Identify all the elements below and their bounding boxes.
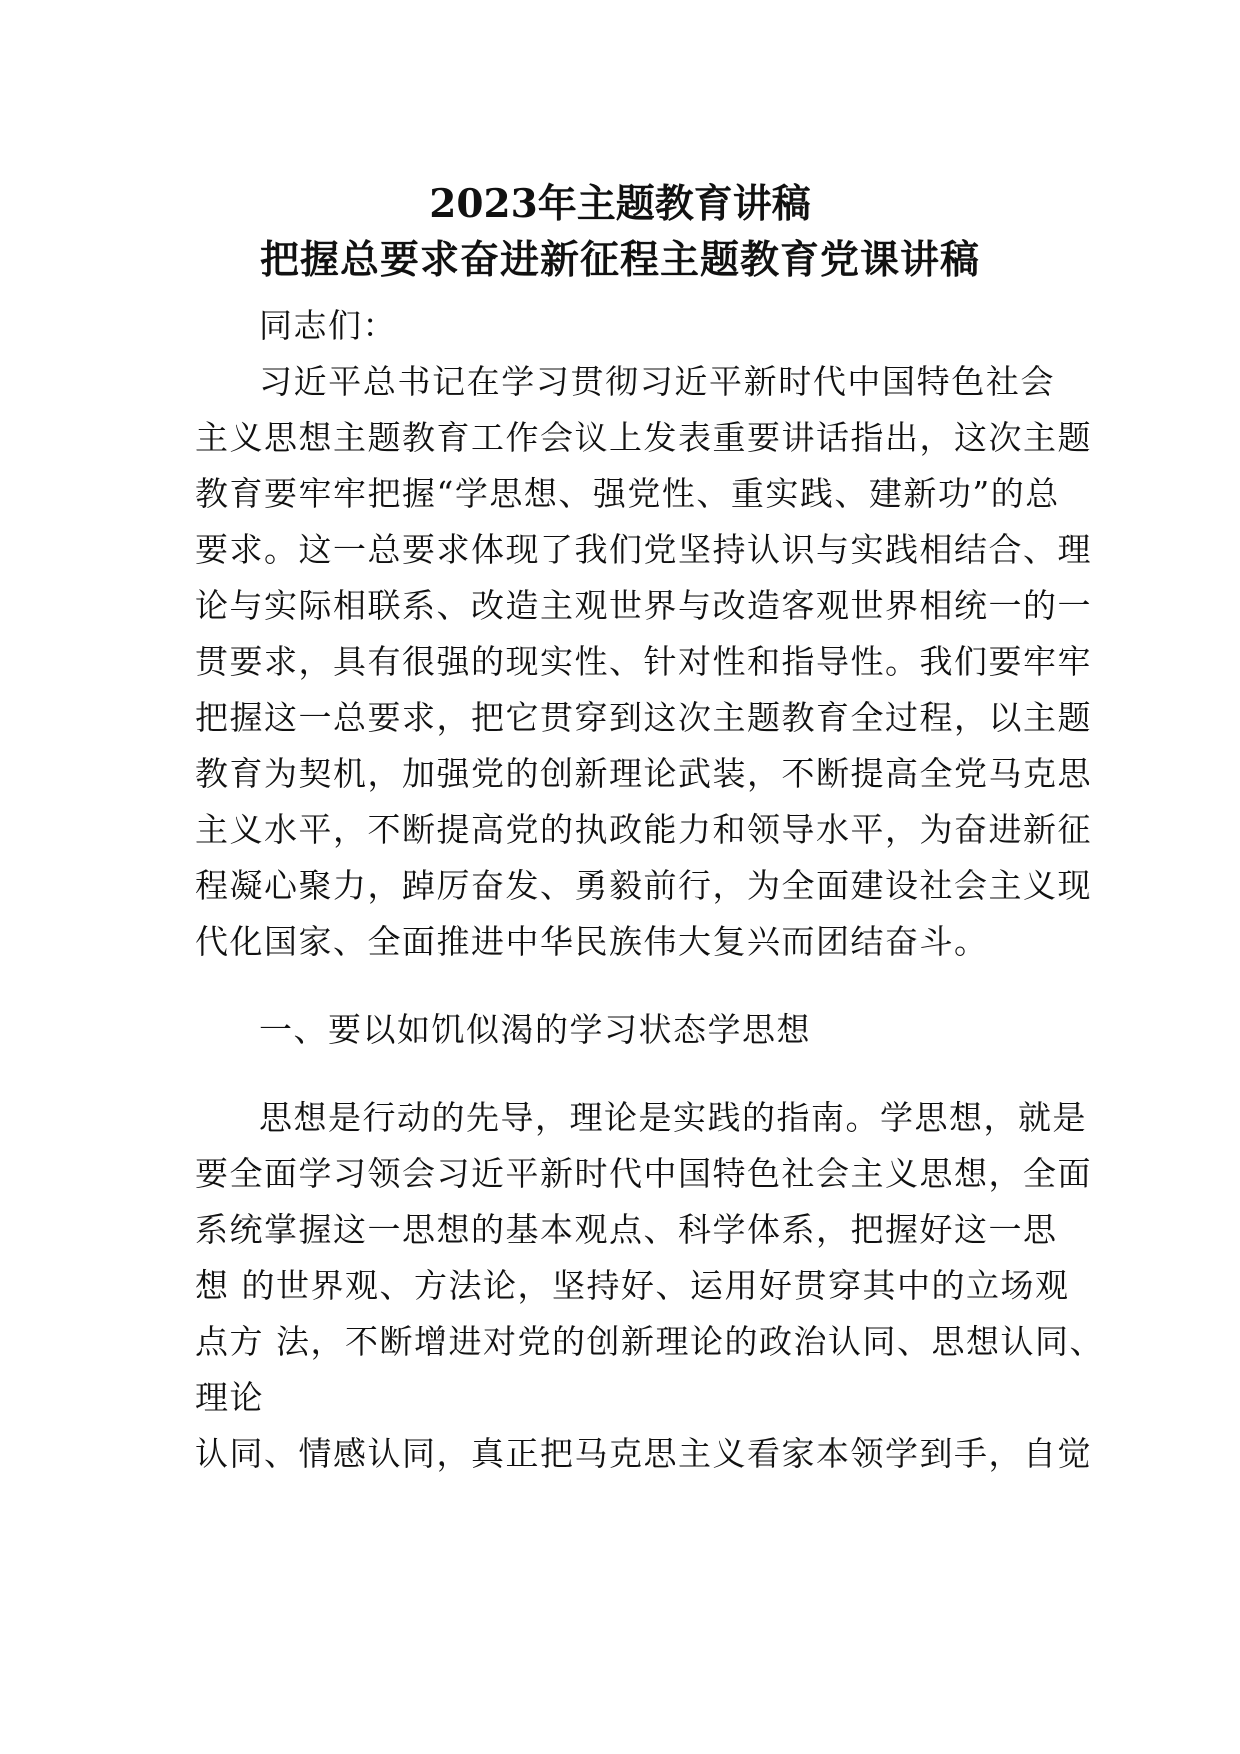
paragraph-line: 要求。这一总要求体现了我们党坚持认识与实践相结合、理 xyxy=(195,530,1092,569)
paragraph-line: 认同、情感认同，真正把马克思主义看家本领学到手，自觉 xyxy=(195,1434,1092,1473)
paragraph-line: 教育为契机，加强党的创新理论武装，不断提高全党马克思 xyxy=(195,754,1092,793)
paragraph-line: 主义思想主题教育工作会议上发表重要讲话指出，这次主题 xyxy=(195,418,1092,457)
paragraph-line: 贯要求，具有很强的现实性、针对性和指导性。我们要牢牢 xyxy=(195,642,1092,681)
paragraph-line: 系统掌握这一思想的基本观点、科学体系，把握好这一思 xyxy=(195,1210,1058,1249)
paragraph-line: 思想是行动的先导，理论是实践的指南。学思想，就是 xyxy=(259,1098,1087,1137)
paragraph-line: 教育要牢牢把握“学思想、强党性、重实践、建新功”的总 xyxy=(195,474,1060,513)
paragraph-line: 把握这一总要求，把它贯穿到这次主题教育全过程，以主题 xyxy=(195,698,1092,737)
paragraph-line: 要全面学习领会习近平新时代中国特色社会主义思想，全面 xyxy=(195,1154,1092,1193)
paragraph-line: 想 的世界观、方法论，坚持好、运用好贯穿其中的立场观 xyxy=(195,1266,1070,1305)
document-title: 2023年主题教育讲稿 xyxy=(429,181,811,227)
paragraph-line: 点方 法，不断增进对党的创新理论的政治认同、思想认同、 xyxy=(195,1322,1104,1361)
document-subtitle: 把握总要求奋进新征程主题教育党课讲稿 xyxy=(259,237,980,283)
paragraph-line: 代化国家、全面推进中华民族伟大复兴而团结奋斗。 xyxy=(195,922,989,961)
paragraph-line: 论与实际相联系、改造主观世界与改造客观世界相统一的一 xyxy=(195,586,1092,625)
paragraph-line: 理论 xyxy=(195,1378,264,1417)
salutation: 同志们： xyxy=(259,306,397,345)
paragraph-line: 程凝心聚力，踔厉奋发、勇毅前行，为全面建设社会主义现 xyxy=(195,866,1092,905)
paragraph-line: 主义水平，不断提高党的执政能力和领导水平，为奋进新征 xyxy=(195,810,1092,849)
section-heading: 一、要以如饥似渴的学习状态学思想 xyxy=(259,1010,811,1049)
paragraph-line: 习近平总书记在学习贯彻习近平新时代中国特色社会 xyxy=(259,362,1055,401)
